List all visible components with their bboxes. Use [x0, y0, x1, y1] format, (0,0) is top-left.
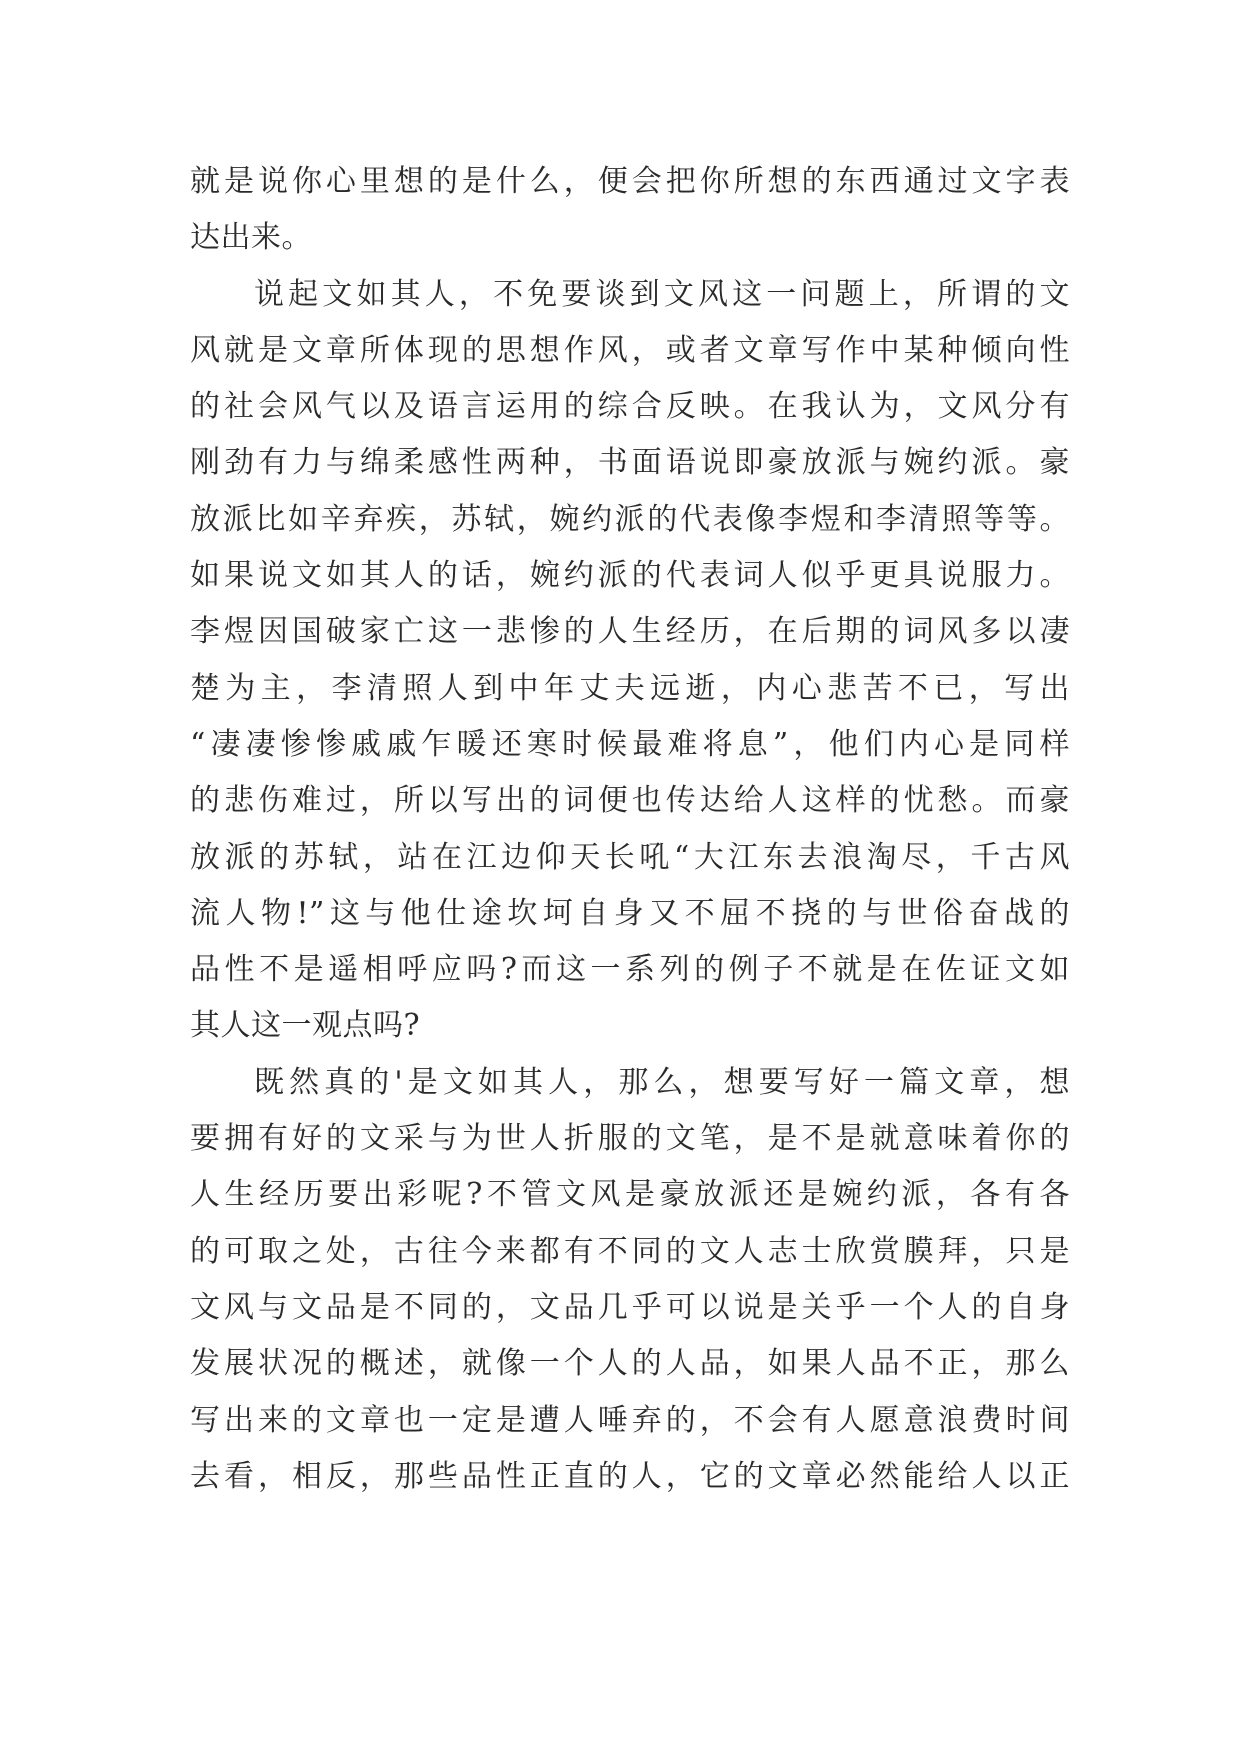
- text-line: 的悲伤难过，所以写出的词便也传达给人这样的忧愁。而豪: [190, 783, 1070, 819]
- text-line: 发展状况的概述，就像一个人的人品，如果人品不正，那么: [190, 1346, 1070, 1382]
- text-line: 人生经历要出彩呢?不管文风是豪放派还是婉约派，各有各: [190, 1177, 1070, 1213]
- text-line: 李煜因国破家亡这一悲惨的人生经历，在后期的词风多以凄: [190, 614, 1070, 650]
- text-line: 文风与文品是不同的，文品几乎可以说是关乎一个人的自身: [190, 1289, 1070, 1325]
- text-line: 去看，相反，那些品性正直的人，它的文章必然能给人以正: [190, 1458, 1070, 1494]
- text-line: 要拥有好的文采与为世人折服的文笔，是不是就意味着你的: [190, 1121, 1070, 1157]
- text-line: 楚为主，李清照人到中年丈夫远逝，内心悲苦不已，写出: [190, 670, 1070, 706]
- text-line: 达出来。: [190, 220, 312, 256]
- text-line: 流人物!”这与他仕途坎坷自身又不屈不挠的与世俗奋战的: [190, 895, 1070, 931]
- text-line: 就是说你心里想的是什么，便会把你所想的东西通过文字表: [190, 164, 1070, 199]
- text-line: 的社会风气以及语言运用的综合反映。在我认为，文风分有: [190, 389, 1070, 425]
- text-line: 写出来的文章也一定是遭人唾弃的，不会有人愿意浪费时间: [190, 1402, 1070, 1438]
- text-line: 品性不是遥相呼应吗?而这一系列的例子不就是在佐证文如: [190, 952, 1070, 988]
- text-line: 刚劲有力与绵柔感性两种，书面语说即豪放派与婉约派。豪: [190, 445, 1070, 481]
- text-line: 如果说文如其人的话，婉约派的代表词人似乎更具说服力。: [190, 558, 1070, 594]
- text-line: 的可取之处，古往今来都有不同的文人志士欣赏膜拜，只是: [190, 1233, 1070, 1269]
- body-text: [190, 154, 1070, 1505]
- paragraph-first-line: 说起文如其人，不免要谈到文风这一问题上，所谓的文: [254, 276, 1070, 312]
- text-line: 放派比如辛弃疾，苏轼，婉约派的代表像李煜和李清照等等。: [190, 501, 1070, 537]
- text-line: 风就是文章所体现的思想作风，或者文章写作中某种倾向性: [190, 332, 1070, 368]
- text-line: 放派的苏轼，站在江边仰天长吼“大江东去浪淘尽，千古风: [190, 839, 1070, 875]
- paragraph-first-line: 既然真的'是文如其人，那么，想要写好一篇文章，想: [254, 1064, 1070, 1100]
- text-line: “凄凄惨惨戚戚乍暖还寒时候最难将息”，他们内心是同样: [190, 726, 1070, 762]
- text-line: 其人这一观点吗?: [190, 1008, 421, 1044]
